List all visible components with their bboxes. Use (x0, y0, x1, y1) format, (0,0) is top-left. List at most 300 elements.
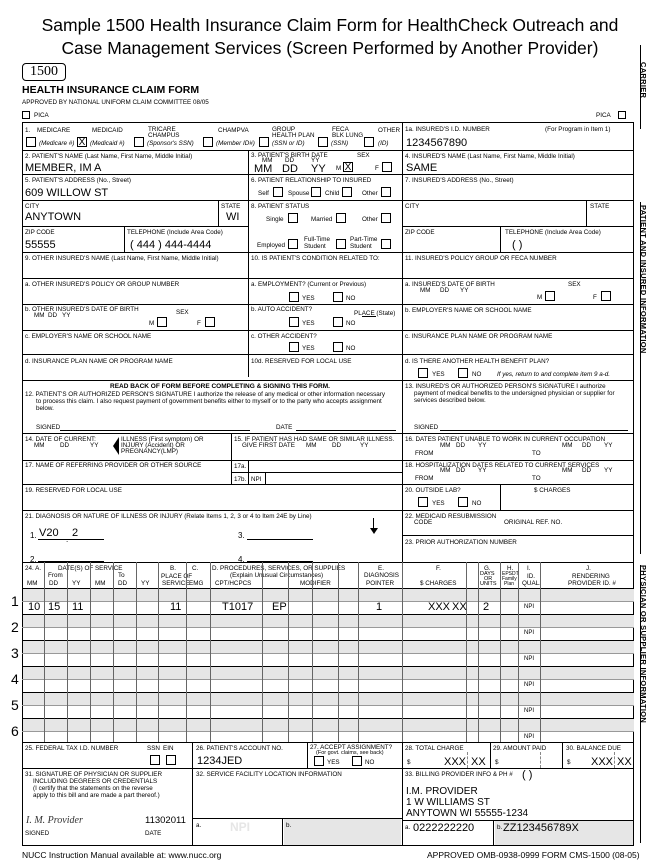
box10c-label: c. OTHER ACCIDENT? (251, 333, 317, 340)
box11d-label: d. IS THERE ANOTHER HEALTH BENEFIT PLAN? (405, 358, 550, 365)
hline (22, 510, 634, 511)
total-charge-dollars[interactable]: XXX (444, 756, 467, 768)
patient-name-value[interactable]: MEMBER, IM A (25, 162, 102, 174)
box24-pointer: POINTER (366, 580, 394, 587)
box33b-label: b. (497, 824, 503, 831)
billing-other-id-value[interactable]: ZZ123456789X (503, 822, 579, 834)
status-other-checkbox[interactable] (381, 213, 391, 223)
parttime-student-label: Student (350, 243, 372, 250)
accept-no: NO (365, 759, 375, 766)
id-sub: (ID) (378, 140, 389, 147)
line1-units[interactable]: 2 (483, 601, 490, 613)
box24-units: UNITS (480, 581, 497, 587)
row-dash (546, 679, 634, 680)
col-line (466, 562, 467, 742)
box24-from: From (48, 572, 63, 579)
box10b-yes-checkbox[interactable] (289, 317, 299, 327)
col-line (500, 562, 501, 742)
box24d-label: D. PROCEDURES, SERVICES, OR SUPPLIES (212, 565, 346, 572)
patient-address-value[interactable]: 609 WILLOW ST (25, 187, 109, 199)
diag3-line (247, 539, 313, 540)
col-line (402, 562, 403, 742)
box24i-label: I. (527, 565, 531, 572)
birth-yy-value[interactable]: YY (311, 163, 326, 175)
hline (22, 304, 634, 305)
box25-ein: EIN (163, 745, 174, 752)
box14-injury: INJURY (Accident) OR (121, 442, 185, 449)
hline (22, 200, 634, 201)
row-dash (546, 653, 634, 654)
box1a-note: (For Program in Item 1) (545, 126, 611, 133)
employed-label: Employed (257, 242, 286, 249)
left-divider (248, 150, 249, 377)
box11b-label: b. EMPLOYER'S NAME OR SCHOOL NAME (405, 307, 532, 314)
row-dash (546, 705, 634, 706)
box3-m: M (336, 165, 342, 172)
medicaid-sub: (Medicaid #) (90, 140, 125, 147)
box24-mm2: MM (95, 580, 106, 587)
vline (265, 472, 266, 484)
line1-cpt[interactable]: T1017 (222, 601, 254, 613)
feca-checkbox[interactable] (318, 137, 328, 147)
hline (22, 252, 634, 253)
box11a-m-checkbox[interactable] (545, 291, 555, 301)
medicaid-checkbox[interactable]: X (78, 137, 86, 148)
place-state-label: PLACE (State) (354, 310, 396, 317)
col-line (518, 562, 519, 742)
patient-city-value[interactable]: ANYTOWN (25, 211, 82, 223)
box10b-no: NO (346, 320, 356, 327)
box24-emg: EMG (189, 580, 204, 587)
accept-no-checkbox[interactable] (352, 756, 362, 766)
box16-to-dd: DD (582, 442, 592, 449)
vline (500, 226, 501, 252)
col-line (67, 562, 68, 742)
row-npi-label: NPI (524, 682, 535, 688)
hline (22, 278, 248, 279)
box32-npi-watermark: NPI (230, 820, 251, 834)
box21-label: 21. DIAGNOSIS OR NATURE OF ILLNESS OR INJURY (Relate Items 1, 2, 3 or 4 to Item 24E by Line) (25, 513, 312, 520)
patient-state-value[interactable]: WI (226, 211, 240, 223)
line1-from-yy[interactable]: 11 (72, 601, 84, 613)
cents-divider (540, 752, 541, 768)
box24-days: DAYS (480, 571, 495, 577)
box20-charges: $ CHARGES (534, 487, 571, 494)
form-title: HEALTH INSURANCE CLAIM FORM (22, 84, 200, 96)
vline (282, 818, 283, 846)
member-sub: (Member ID#) (216, 140, 255, 147)
box11d-yes-checkbox[interactable] (418, 368, 428, 378)
box5-label: 5. PATIENT'S ADDRESS (No., Street) (25, 177, 131, 184)
box6-label: 6. PATIENT RELATIONSHIP TO INSURED (251, 177, 372, 184)
birth-mm-value[interactable]: MM (254, 163, 273, 175)
box10a-no-checkbox[interactable] (333, 292, 343, 302)
hline (22, 330, 634, 331)
status-other-label: Other (362, 216, 378, 223)
diag1-line (38, 539, 104, 540)
hline (402, 278, 634, 279)
box5-city: CITY (25, 203, 40, 210)
row-number: 1 (11, 593, 19, 609)
box12-date: DATE (276, 424, 293, 431)
box9b-f-checkbox[interactable] (205, 317, 215, 327)
left-arrow-icon (113, 437, 119, 455)
box17-label: 17. NAME OF REFERRING PROVIDER OR OTHER SOURCE (25, 462, 202, 469)
box32-label: 32. SERVICE FACILITY LOCATION INFORMATION (196, 771, 342, 778)
box11c-label: c. INSURANCE PLAN NAME OR PROGRAM NAME (405, 333, 553, 340)
box18-to-dd: DD (582, 467, 592, 474)
box27-note: (For govt. claims, see back) (316, 750, 384, 756)
child-label: Child (325, 190, 340, 197)
col-line (113, 562, 114, 742)
patient-zip-value[interactable]: 55555 (25, 239, 56, 251)
col-line (158, 562, 159, 742)
hline (22, 150, 634, 151)
vline (402, 742, 403, 846)
self-checkbox[interactable] (273, 187, 283, 197)
box7-phone: TELEPHONE (Include Area Code) (505, 229, 601, 236)
box31-l1: 31. SIGNATURE OF PHYSICIAN OR SUPPLIER (25, 771, 163, 778)
row-dash (546, 627, 634, 628)
box15-yy: YY (360, 442, 369, 449)
rel-other-checkbox[interactable] (381, 187, 391, 197)
box7-label: 7. INSURED'S ADDRESS (No., Street) (405, 177, 514, 184)
table-row-shade (23, 589, 634, 601)
parttime-checkbox[interactable] (381, 239, 391, 249)
box24g-label: G. (484, 565, 491, 572)
box10c-yes-checkbox[interactable] (289, 342, 299, 352)
insured-name-value[interactable]: SAME (406, 162, 438, 174)
table-row-shade (23, 667, 634, 679)
col-line (312, 562, 313, 742)
box10d-label: 10d. RESERVED FOR LOCAL USE (251, 358, 352, 365)
single-label: Single (266, 216, 284, 223)
line1-charge-d[interactable]: XXX (428, 601, 451, 613)
patient-phone-value[interactable]: ( 444 ) 444-4444 (130, 239, 212, 251)
vline (490, 742, 491, 768)
hline (22, 433, 634, 434)
box9b-m: M (149, 320, 155, 327)
diag1-code-value[interactable]: V20 (39, 527, 59, 539)
box9b-dd: DD (48, 312, 58, 319)
box20-yes-checkbox[interactable] (418, 497, 428, 507)
feca-label: FECA (332, 126, 349, 133)
champva-checkbox[interactable] (203, 137, 213, 147)
signature-date-value[interactable]: 11302011 (145, 815, 186, 826)
col-line (262, 562, 263, 742)
balance-due-dollars[interactable]: XXX (591, 756, 614, 768)
box11d-no: NO (472, 371, 482, 378)
line1-mod[interactable]: EP (272, 601, 287, 613)
box27-label: 27. ACCEPT ASSIGNMENT? (310, 744, 393, 751)
col-line (288, 562, 289, 742)
box9b-label: b. OTHER INSURED'S DATE OF BIRTH (25, 306, 139, 313)
patient-arrow-line (640, 202, 641, 554)
box24-dates: DATE(S) OF SERVICE (58, 565, 123, 572)
fulltime-checkbox[interactable] (336, 239, 346, 249)
insured-id-value[interactable]: 1234567890 (406, 137, 468, 149)
champva-label: CHAMPVA (218, 127, 249, 134)
box30-label: 30. BALANCE DUE (566, 745, 621, 752)
box10c-no-checkbox[interactable] (333, 342, 343, 352)
vline (493, 820, 494, 846)
box14-preg: PREGNANCY(LMP) (121, 448, 179, 455)
box10a-label: a. EMPLOYMENT? (Current or Previous) (251, 281, 367, 288)
box10c-yes: YES (302, 345, 315, 352)
box16-mm: MM (440, 442, 451, 449)
child-checkbox[interactable] (342, 187, 352, 197)
box10b-label: b. AUTO ACCIDENT? (251, 306, 313, 313)
hline (22, 768, 634, 769)
box10a-no: NO (346, 295, 356, 302)
box4-label: 4. INSURED'S NAME (Last Name, First Name, Middle Initial) (405, 153, 575, 160)
hline (402, 226, 634, 227)
billing-addr1-value[interactable]: 1 W WILLIAMS ST (406, 797, 490, 808)
medicare-sub: (Medicare #) (39, 140, 75, 147)
box10c-no: NO (346, 345, 356, 352)
diag3-label: 3. (238, 531, 245, 540)
row-npi-label: NPI (524, 630, 535, 636)
box29-label: 29. AMOUNT PAID (493, 745, 547, 752)
vline (586, 200, 587, 226)
box16-to: TO (532, 450, 541, 457)
box9c-label: c. EMPLOYER'S NAME OR SCHOOL NAME (25, 333, 152, 340)
box13-line1: 13. INSURED'S OR AUTHORIZED PERSON'S SIGNATURE I authorize (405, 383, 606, 390)
carrier-side-label: CARRIER (639, 62, 648, 99)
box25-ssn: SSN (147, 745, 160, 752)
box16-to-yy: YY (604, 442, 613, 449)
employed-checkbox[interactable] (288, 239, 298, 249)
box3-label: 3. PATIENT'S BIRTH DATE (251, 152, 328, 159)
vline (562, 742, 563, 768)
box12-signed: SIGNED (36, 424, 61, 431)
hline (22, 226, 248, 227)
box24-place: PLACE OF (161, 573, 193, 580)
col-line (358, 562, 359, 742)
box5-phone: TELEPHONE (Include Area Code) (127, 229, 223, 236)
box24-provider-id: PROVIDER ID. # (568, 580, 616, 587)
box33-label: 33. BILLING PROVIDER INFO & PH # (405, 771, 513, 778)
billing-name-value[interactable]: I.M. PROVIDER (406, 786, 478, 797)
box24-or: OR (484, 576, 493, 582)
box3-f: F (375, 165, 379, 172)
row-number: 3 (11, 645, 19, 661)
patient-account-value[interactable]: 1234JED (197, 755, 243, 767)
sex-f-checkbox[interactable] (382, 162, 392, 172)
pica-box-left[interactable] (22, 111, 30, 119)
box22-orig: ORIGINAL REF. NO. (504, 519, 563, 526)
medicare-label: MEDICARE (37, 127, 71, 134)
box20-yes: YES (432, 500, 445, 507)
total-charge-cents[interactable]: XX (471, 756, 486, 768)
box24-dd1: DD (49, 580, 59, 587)
row-number: 6 (11, 723, 19, 739)
fulltime-student-label: Student (304, 243, 326, 250)
sex-m-checkbox[interactable]: X (344, 162, 352, 173)
married-checkbox[interactable] (336, 213, 346, 223)
medicaid-label: MEDICAID (92, 127, 123, 134)
box3-mm: MM (262, 157, 273, 164)
spouse-label: Spouse (288, 190, 310, 197)
box3-dd: DD (285, 157, 295, 164)
billing-npi-value[interactable]: 0222222220 (413, 822, 475, 834)
box9b-m-checkbox[interactable] (157, 317, 167, 327)
diag1-label: 1. (30, 531, 37, 540)
insured-phone-value[interactable]: ( ) (512, 239, 523, 251)
medicare-checkbox[interactable] (26, 137, 36, 147)
vline (307, 742, 308, 768)
box24-charges: $ CHARGES (420, 580, 457, 587)
box24-to: To (118, 572, 125, 579)
physician-side-label: PHYSICIAN OR SUPPLIER INFORMATION (639, 565, 648, 724)
box9b-f: F (197, 320, 201, 327)
cents-divider (614, 752, 615, 768)
ein-checkbox[interactable] (166, 755, 176, 765)
box7-city: CITY (405, 203, 420, 210)
line1-charge-c[interactable]: XX (452, 601, 467, 613)
diag4-line (247, 561, 313, 562)
box31-l2: INCLUDING DEGREES OR CREDENTIALS (33, 778, 158, 785)
box9-label: 9. OTHER INSURED'S NAME (Last Name, First Name, Middle Initial) (25, 255, 219, 262)
box20-no: NO (472, 500, 482, 507)
cents-divider (467, 752, 468, 768)
physician-arrow-line (640, 565, 641, 843)
other-checkbox[interactable] (364, 137, 374, 147)
box17b-npi: NPI (251, 476, 262, 483)
box11a-f-checkbox[interactable] (601, 291, 611, 301)
box3-sex: SEX (357, 152, 370, 159)
box11a-dd: DD (440, 287, 450, 294)
box24-dd2: DD (118, 580, 128, 587)
single-checkbox[interactable] (288, 213, 298, 223)
box24-family: Family (502, 576, 517, 582)
box20-label: 20. OUTSIDE LAB? (405, 487, 461, 494)
box18-to-mm: MM (562, 467, 573, 474)
row-npi-label: NPI (524, 656, 535, 662)
carrier-arrow-line (640, 45, 641, 129)
hline (22, 484, 634, 485)
vline (192, 742, 193, 846)
box24-yy2: YY (141, 580, 150, 587)
hline (402, 535, 634, 536)
hline (231, 472, 402, 473)
pica-box-right[interactable] (618, 111, 626, 119)
footer-left: NUCC Instruction Manual available at: www.nucc.org (22, 850, 222, 860)
accept-yes: YES (327, 759, 340, 766)
box31-l3: (I certify that the statements on the reverse (33, 785, 153, 792)
box2-label: 2. PATIENT'S NAME (Last Name, First Name, Middle Initial) (25, 153, 193, 160)
box18-mm: MM (440, 467, 451, 474)
box13-line2: payment of medical benefits to the undersigned physician or supplier for (414, 390, 615, 397)
billing-addr2-value[interactable]: ANYTOWN WI 55555-1234 (406, 808, 529, 819)
provider-signature: I. M. Provider (26, 815, 83, 826)
box16-to-mm: MM (562, 442, 573, 449)
box9b-yy: YY (62, 312, 71, 319)
box24-mm1: MM (27, 580, 38, 587)
patient-side-label: PATIENT AND INSURED INFORMATION (639, 205, 648, 354)
row-npi-label: NPI (524, 708, 535, 714)
box24-id: ID. (527, 573, 536, 580)
col-line (44, 562, 45, 742)
box24b-label: B. (170, 565, 176, 572)
box12-heading: READ BACK OF FORM BEFORE COMPLETING & SIGNING THIS FORM. (110, 383, 330, 390)
group-label: GROUP (272, 126, 296, 133)
box32b-label: b. (286, 822, 292, 829)
box7-zip: ZIP CODE (405, 229, 435, 236)
line1-from-mm[interactable]: 10 (28, 601, 41, 613)
row-dash (546, 601, 634, 602)
box11d-no-checkbox[interactable] (458, 368, 468, 378)
blk-lung-label: BLK LUNG (332, 132, 364, 139)
col-line (90, 562, 91, 742)
box11a-sex: SEX (568, 281, 581, 288)
box18-from: FROM (415, 475, 434, 482)
birth-dd-value[interactable]: DD (282, 163, 298, 175)
rel-other-label: Other (362, 190, 378, 197)
diag1-suffix-value[interactable]: 2 (72, 527, 79, 539)
box7-state: STATE (590, 203, 610, 210)
box22-label: 22. MEDICAID RESUBMISSION (405, 513, 497, 520)
box30-dollar: $ (567, 759, 571, 766)
box18-to-yy: YY (604, 467, 613, 474)
box11d-yes: YES (432, 371, 445, 378)
row-npi-label: NPI (524, 604, 535, 610)
box11a-m: M (537, 294, 543, 301)
page-title-line-1: Sample 1500 Health Insurance Claim Form for HealthCheck Outreach and (41, 15, 619, 35)
line1-from-dd[interactable]: 15 (48, 601, 61, 613)
accept-yes-checkbox[interactable] (314, 756, 324, 766)
box24-diag: DIAGNOSIS (364, 572, 399, 579)
row-npi-label: NPI (524, 734, 535, 740)
spouse-checkbox[interactable] (311, 187, 321, 197)
line1-pointer[interactable]: 1 (376, 601, 383, 613)
tricare-checkbox[interactable] (134, 137, 144, 147)
vline (218, 200, 219, 226)
box10a-yes-checkbox[interactable] (289, 292, 299, 302)
box29-dollar: $ (495, 759, 499, 766)
group-checkbox[interactable] (259, 137, 269, 147)
hline (22, 460, 634, 461)
box14-dd: DD (60, 442, 70, 449)
box24f-label: F. (436, 565, 441, 572)
box8-label: 8. PATIENT STATUS (251, 203, 310, 210)
box32a-label: a. (196, 822, 202, 829)
box16-dd: DD (456, 442, 466, 449)
billing-phone-value[interactable]: ( ) (522, 769, 533, 781)
row-number: 4 (11, 671, 19, 687)
box24-plan: Plan (504, 581, 515, 587)
col-line (186, 562, 187, 742)
box11a-label: a. INSURED'S DATE OF BIRTH (405, 281, 495, 288)
box1a-label: 1a. INSURED'S I.D. NUMBER (405, 126, 490, 133)
box24-modifier: MODIFIER (300, 580, 331, 587)
box10b-no-checkbox[interactable] (333, 317, 343, 327)
hline (22, 174, 634, 175)
box20-no-checkbox[interactable] (458, 497, 468, 507)
vline (231, 433, 232, 484)
balance-due-cents[interactable]: XX (617, 756, 632, 768)
box1-label: 1. (25, 127, 31, 134)
line1-place[interactable]: 11 (170, 601, 182, 613)
col-line (540, 562, 541, 742)
ssn-checkbox[interactable] (150, 755, 160, 765)
box9d-label: d. INSURANCE PLAN NAME OR PROGRAM NAME (25, 358, 173, 365)
row-number: 5 (11, 697, 19, 713)
col-line (136, 562, 137, 742)
box28-label: 28. TOTAL CHARGE (405, 745, 464, 752)
box18-to: TO (532, 475, 541, 482)
married-label: Married (311, 216, 333, 223)
